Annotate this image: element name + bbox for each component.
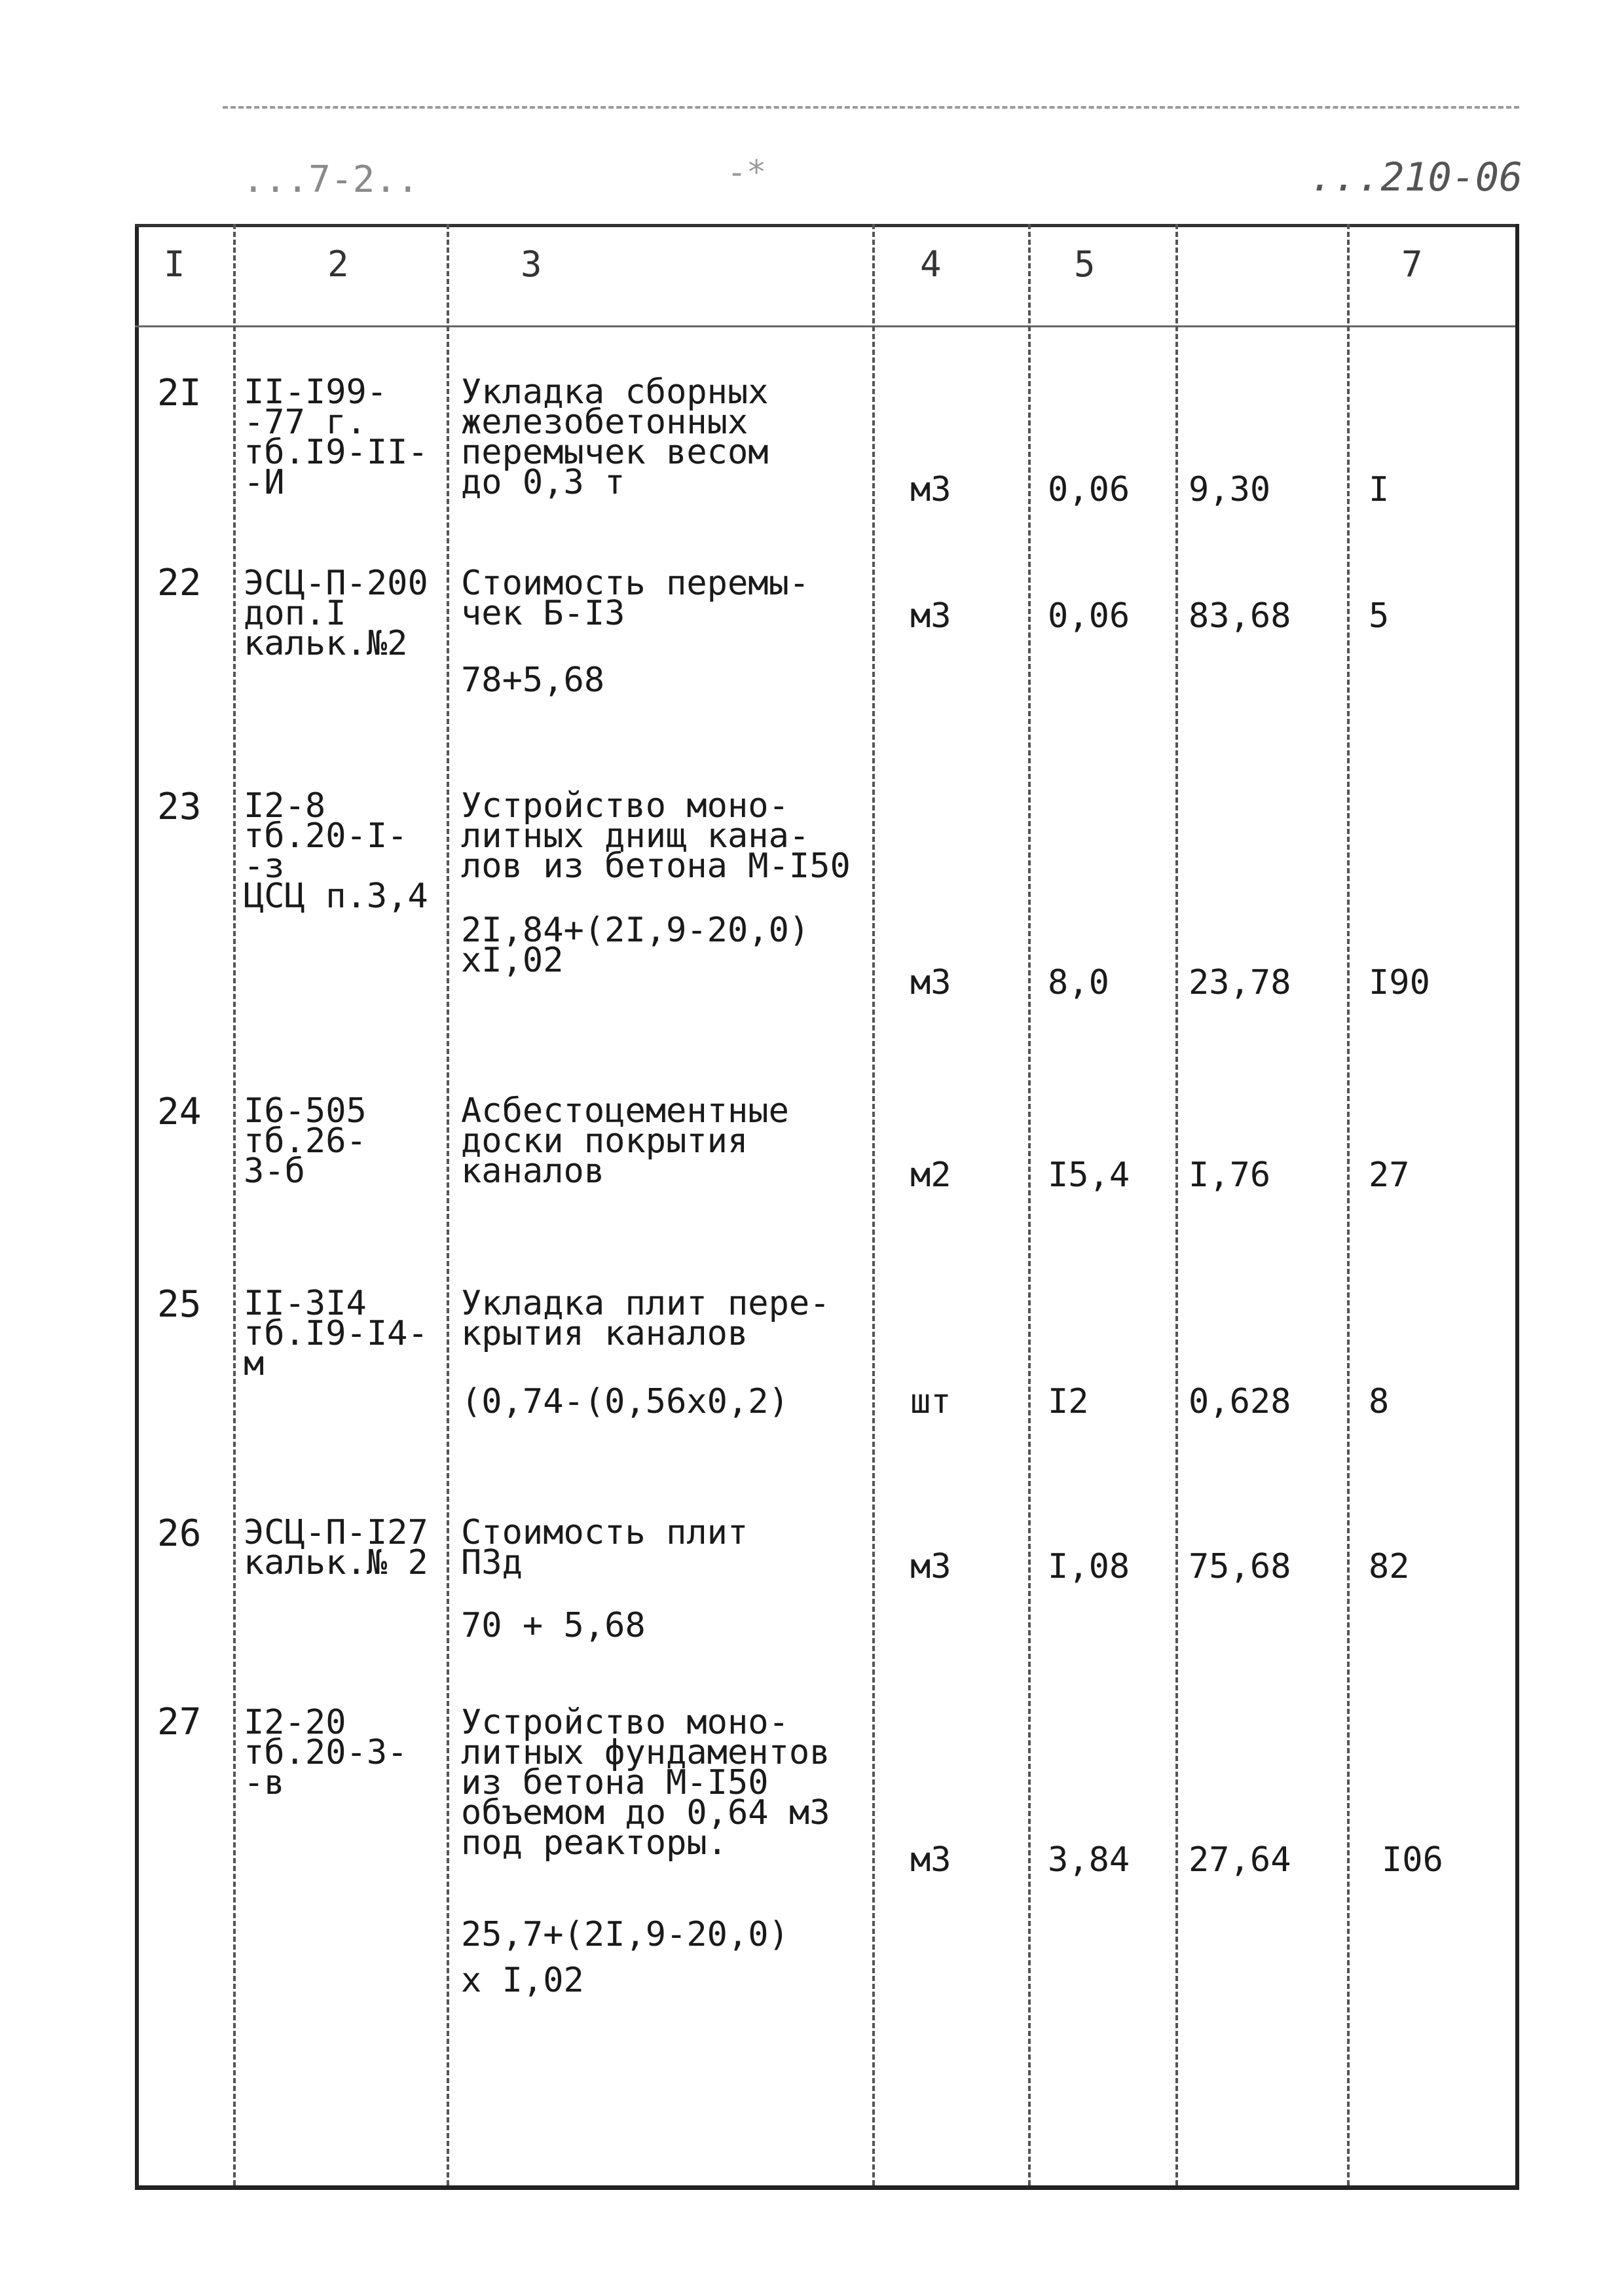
- unit: м3: [910, 963, 951, 1002]
- quantity: 3,84: [1048, 1840, 1130, 1880]
- unit-price: 9,30: [1189, 470, 1271, 509]
- col-head-1: I: [164, 244, 185, 285]
- work-description: Устройство моно- литных фундаментов из бетона М-I50 объемом до 0,64 м3 под реакторы.: [461, 1703, 830, 1863]
- norm-code: I2-20 тб.20-3- -в: [244, 1703, 408, 1802]
- col-head-2: 2: [327, 244, 349, 285]
- unit: м3: [910, 1547, 951, 1586]
- quantity: 0,06: [1048, 470, 1130, 509]
- norm-code: ЭСЦ-П-I27 кальк.№ 2: [244, 1513, 428, 1582]
- header-left-code: ...7-2..: [242, 158, 419, 201]
- row-number: 2I: [157, 372, 202, 414]
- unit: м3: [910, 470, 951, 509]
- work-description: Укладка плит пере- крытия каналов: [461, 1284, 830, 1353]
- total: I06: [1382, 1840, 1443, 1880]
- work-description: Устройство моно- литных днищ кана- лов из бетона М-I50: [461, 786, 851, 886]
- calculation: 70 + 5,68: [461, 1606, 646, 1645]
- unit: м3: [910, 596, 951, 636]
- total: 8: [1369, 1382, 1390, 1421]
- row-number: 26: [157, 1512, 202, 1555]
- total: I90: [1369, 963, 1430, 1002]
- work-description: Укладка сборных железобетонных перемычек весом до 0,3 т: [461, 373, 769, 502]
- row-number: 24: [157, 1091, 202, 1133]
- col-head-7: 7: [1401, 244, 1423, 285]
- unit-price: 75,68: [1189, 1547, 1291, 1586]
- calculation: 78+5,68: [461, 661, 605, 700]
- estimate-table: [135, 224, 1519, 2190]
- unit: шт: [910, 1382, 951, 1421]
- col-head-3: 3: [521, 244, 542, 285]
- total: 27: [1369, 1156, 1410, 1195]
- quantity: 8,0: [1048, 963, 1109, 1002]
- unit-price: 27,64: [1189, 1840, 1291, 1880]
- unit: м2: [910, 1156, 951, 1195]
- norm-code: I2-8 тб.20-I- -з ЦСЦ п.3,4: [244, 786, 428, 916]
- total: I: [1369, 470, 1390, 509]
- calculation: (0,74-(0,56х0,2): [461, 1382, 789, 1421]
- header-right-code: ...210-06: [1310, 155, 1523, 200]
- col-divider-4: [1028, 224, 1031, 2185]
- col-divider-5: [1175, 224, 1178, 2185]
- col-head-5: 5: [1074, 244, 1096, 285]
- col-divider-2: [447, 224, 449, 2185]
- col-divider-6: [1347, 224, 1350, 2185]
- col-divider-3: [872, 224, 875, 2185]
- table-top-rule: [135, 224, 1515, 227]
- total: 82: [1369, 1547, 1410, 1586]
- col-head-4: 4: [920, 244, 942, 285]
- header-divider: [135, 325, 1515, 327]
- work-description: Стоимость перемы- чек Б-I3: [461, 564, 810, 633]
- col-divider-1: [233, 224, 236, 2185]
- total: 5: [1369, 596, 1390, 636]
- unit-price: 83,68: [1189, 596, 1291, 636]
- unit-price: 0,628: [1189, 1382, 1291, 1421]
- row-number: 27: [157, 1701, 202, 1743]
- quantity: I5,4: [1048, 1156, 1130, 1195]
- work-description: Асбестоцементные доски покрытия каналов: [461, 1091, 789, 1191]
- unit-price: I,76: [1189, 1156, 1271, 1195]
- norm-code: ЭСЦ-П-200 доп.I кальк.№2: [244, 564, 428, 663]
- calculation: 2I,84+(2I,9-20,0) хI,02: [461, 911, 810, 980]
- row-number: 22: [157, 562, 202, 604]
- row-number: 23: [157, 786, 202, 828]
- quantity: I,08: [1048, 1547, 1130, 1586]
- norm-code: II-3I4 тб.I9-I4- м: [244, 1284, 428, 1383]
- row-number: 25: [157, 1283, 202, 1326]
- unit-price: 23,78: [1189, 963, 1291, 1002]
- norm-code: I6-505 тб.26- 3-б: [244, 1091, 367, 1191]
- norm-code: II-I99- -77 г. тб.I9-II- -И: [244, 373, 428, 502]
- work-description: Стоимость плит ПЗд: [461, 1513, 748, 1582]
- header-mid-mark: -*: [727, 153, 767, 191]
- unit: м3: [910, 1840, 951, 1880]
- quantity: I2: [1048, 1382, 1089, 1421]
- calculation: 25,7+(2I,9-20,0) х I,02: [461, 1915, 789, 2000]
- quantity: 0,06: [1048, 596, 1130, 636]
- top-dashed-rule: [223, 106, 1519, 109]
